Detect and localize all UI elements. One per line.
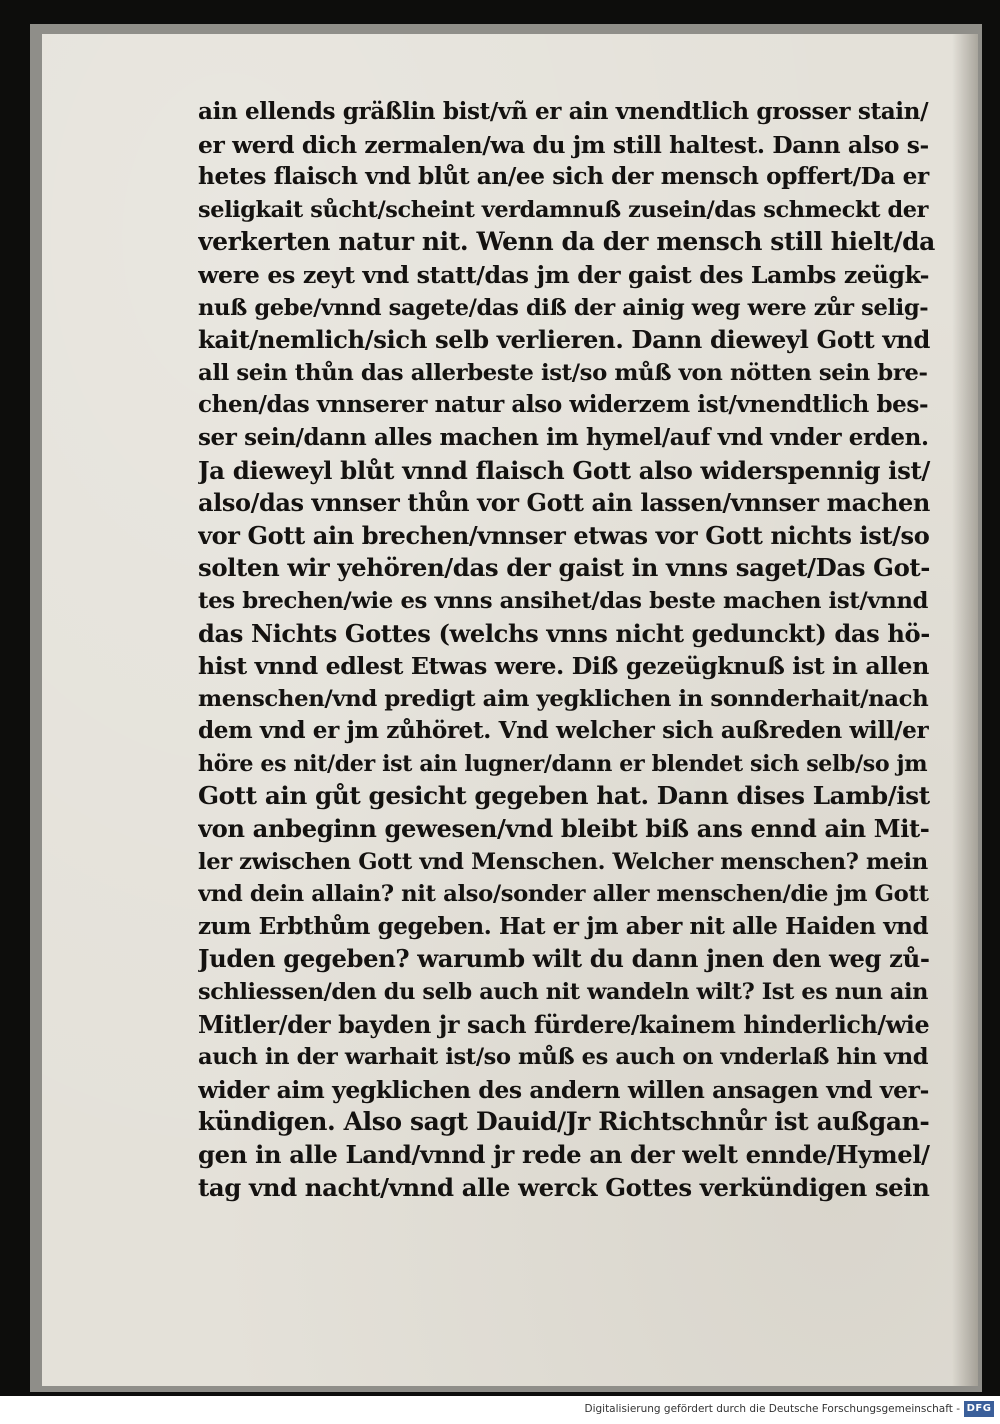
funding-credit: Digitalisierung gefördert durch die Deutsche Forschungsgemeinschaft - (584, 1403, 960, 1415)
text-line: were es zeyt vnd statt/das jm der gaist des Lambs zeügk- (198, 260, 930, 289)
text-line: hist vnnd edlest Etwas were. Diß gezeügknuß ist in allen (198, 652, 929, 681)
text-line: vnd dein allain? nit also/sonder aller menschen/die jm Gott (198, 881, 929, 908)
page-text (198, 96, 938, 1204)
gutter-shadow (952, 34, 978, 1386)
text-line: tes brechen/wie es vnns ansihet/das beste machen ist/vnnd (198, 587, 929, 614)
text-line: das Nichts Gottes (welchs vnns nicht gedunckt) das hö- (198, 618, 930, 648)
text-line: kait/nemlich/sich selb verlieren. Dann dieweyl Gott vnd (198, 325, 930, 355)
dfg-logo: DFG (964, 1401, 994, 1417)
text-line: von anbeginn gewesen/vnd bleibt biß ans ennd ain Mit- (198, 814, 930, 844)
text-line: ser sein/dann alles machen im hymel/auf vnd vnder erden. (198, 423, 929, 451)
text-line: chen/das vnnserer natur also widerzem ist/vnendtlich bes- (198, 391, 929, 419)
text-line: solten wir yehören/das der gaist in vnns saget/Das Got- (198, 553, 931, 583)
text-line: Juden gegeben? warumb wilt du dann jnen den weg zů- (198, 944, 930, 974)
text-line: tag vnd nacht/vnnd alle werck Gottes verkündigen sein (198, 1172, 930, 1202)
text-line: schliessen/den du selb auch nit wandeln wilt? Ist es nun ain (198, 979, 929, 1006)
text-line: Gott ain gůt gesicht gegeben hat. Dann dises Lamb/ist (198, 781, 930, 811)
text-line: verkerten natur nit. Wenn da der mensch still hielt/da (198, 227, 935, 257)
text-line: höre es nit/der ist ain lugner/dann er blendet sich selb/so jm (198, 750, 928, 777)
text-line: hetes flaisch vnd blůt an/ee sich der mensch opffert/Da er (198, 163, 929, 191)
text-line: Ja dieweyl blůt vnnd flaisch Gott also widerspennig ist/ (198, 455, 930, 485)
text-line: gen in alle Land/vnnd jr rede an der welt ennde/Hymel/ (198, 1140, 930, 1169)
text-line: zum Erbthům gegeben. Hat er jm aber nit alle Haiden vnd (198, 912, 929, 940)
text-line: menschen/vnd predigt aim yegklichen in sonnderhait/nach (198, 685, 929, 712)
text-line: auch in der warhait ist/so můß es auch on vnderlaß hin vnd (198, 1044, 929, 1071)
text-line: Mitler/der bayden jr sach fürdere/kainem hinderlich/wie (198, 1010, 930, 1039)
text-line: nuß gebe/vnnd sagete/das diß der ainig weg were zůr selig- (198, 294, 929, 321)
text-line: er werd dich zermalen/wa du jm still haltest. Dann also s- (198, 130, 929, 159)
text-line: dem vnd er jm zůhöret. Vnd welcher sich außreden will/er (198, 717, 929, 745)
text-line: kündigen. Also sagt Dauid/Jr Richtschnůr ist außgan- (198, 1107, 930, 1137)
text-line: wider aim yegklichen des andern willen ansagen vnd ver- (198, 1075, 929, 1104)
text-line: ain ellends gräßlin bist/vñ er ain vnendtlich grosser stain/ (198, 98, 929, 125)
text-line: also/das vnnser thůn vor Gott ain lassen/vnnser machen (198, 488, 930, 518)
credit-bar (0, 1396, 1000, 1424)
text-line: vor Gott ain brechen/vnnser etwas vor Gott nichts ist/so (198, 520, 930, 550)
text-line: ler zwischen Gott vnd Menschen. Welcher menschen? mein (198, 848, 928, 875)
book-page (42, 34, 978, 1386)
text-line: all sein thůn das allerbeste ist/so můß von nötten sein bre- (198, 359, 928, 386)
text-line: seligkait sůcht/scheint verdamnuß zusein/das schmeckt der (198, 196, 928, 223)
